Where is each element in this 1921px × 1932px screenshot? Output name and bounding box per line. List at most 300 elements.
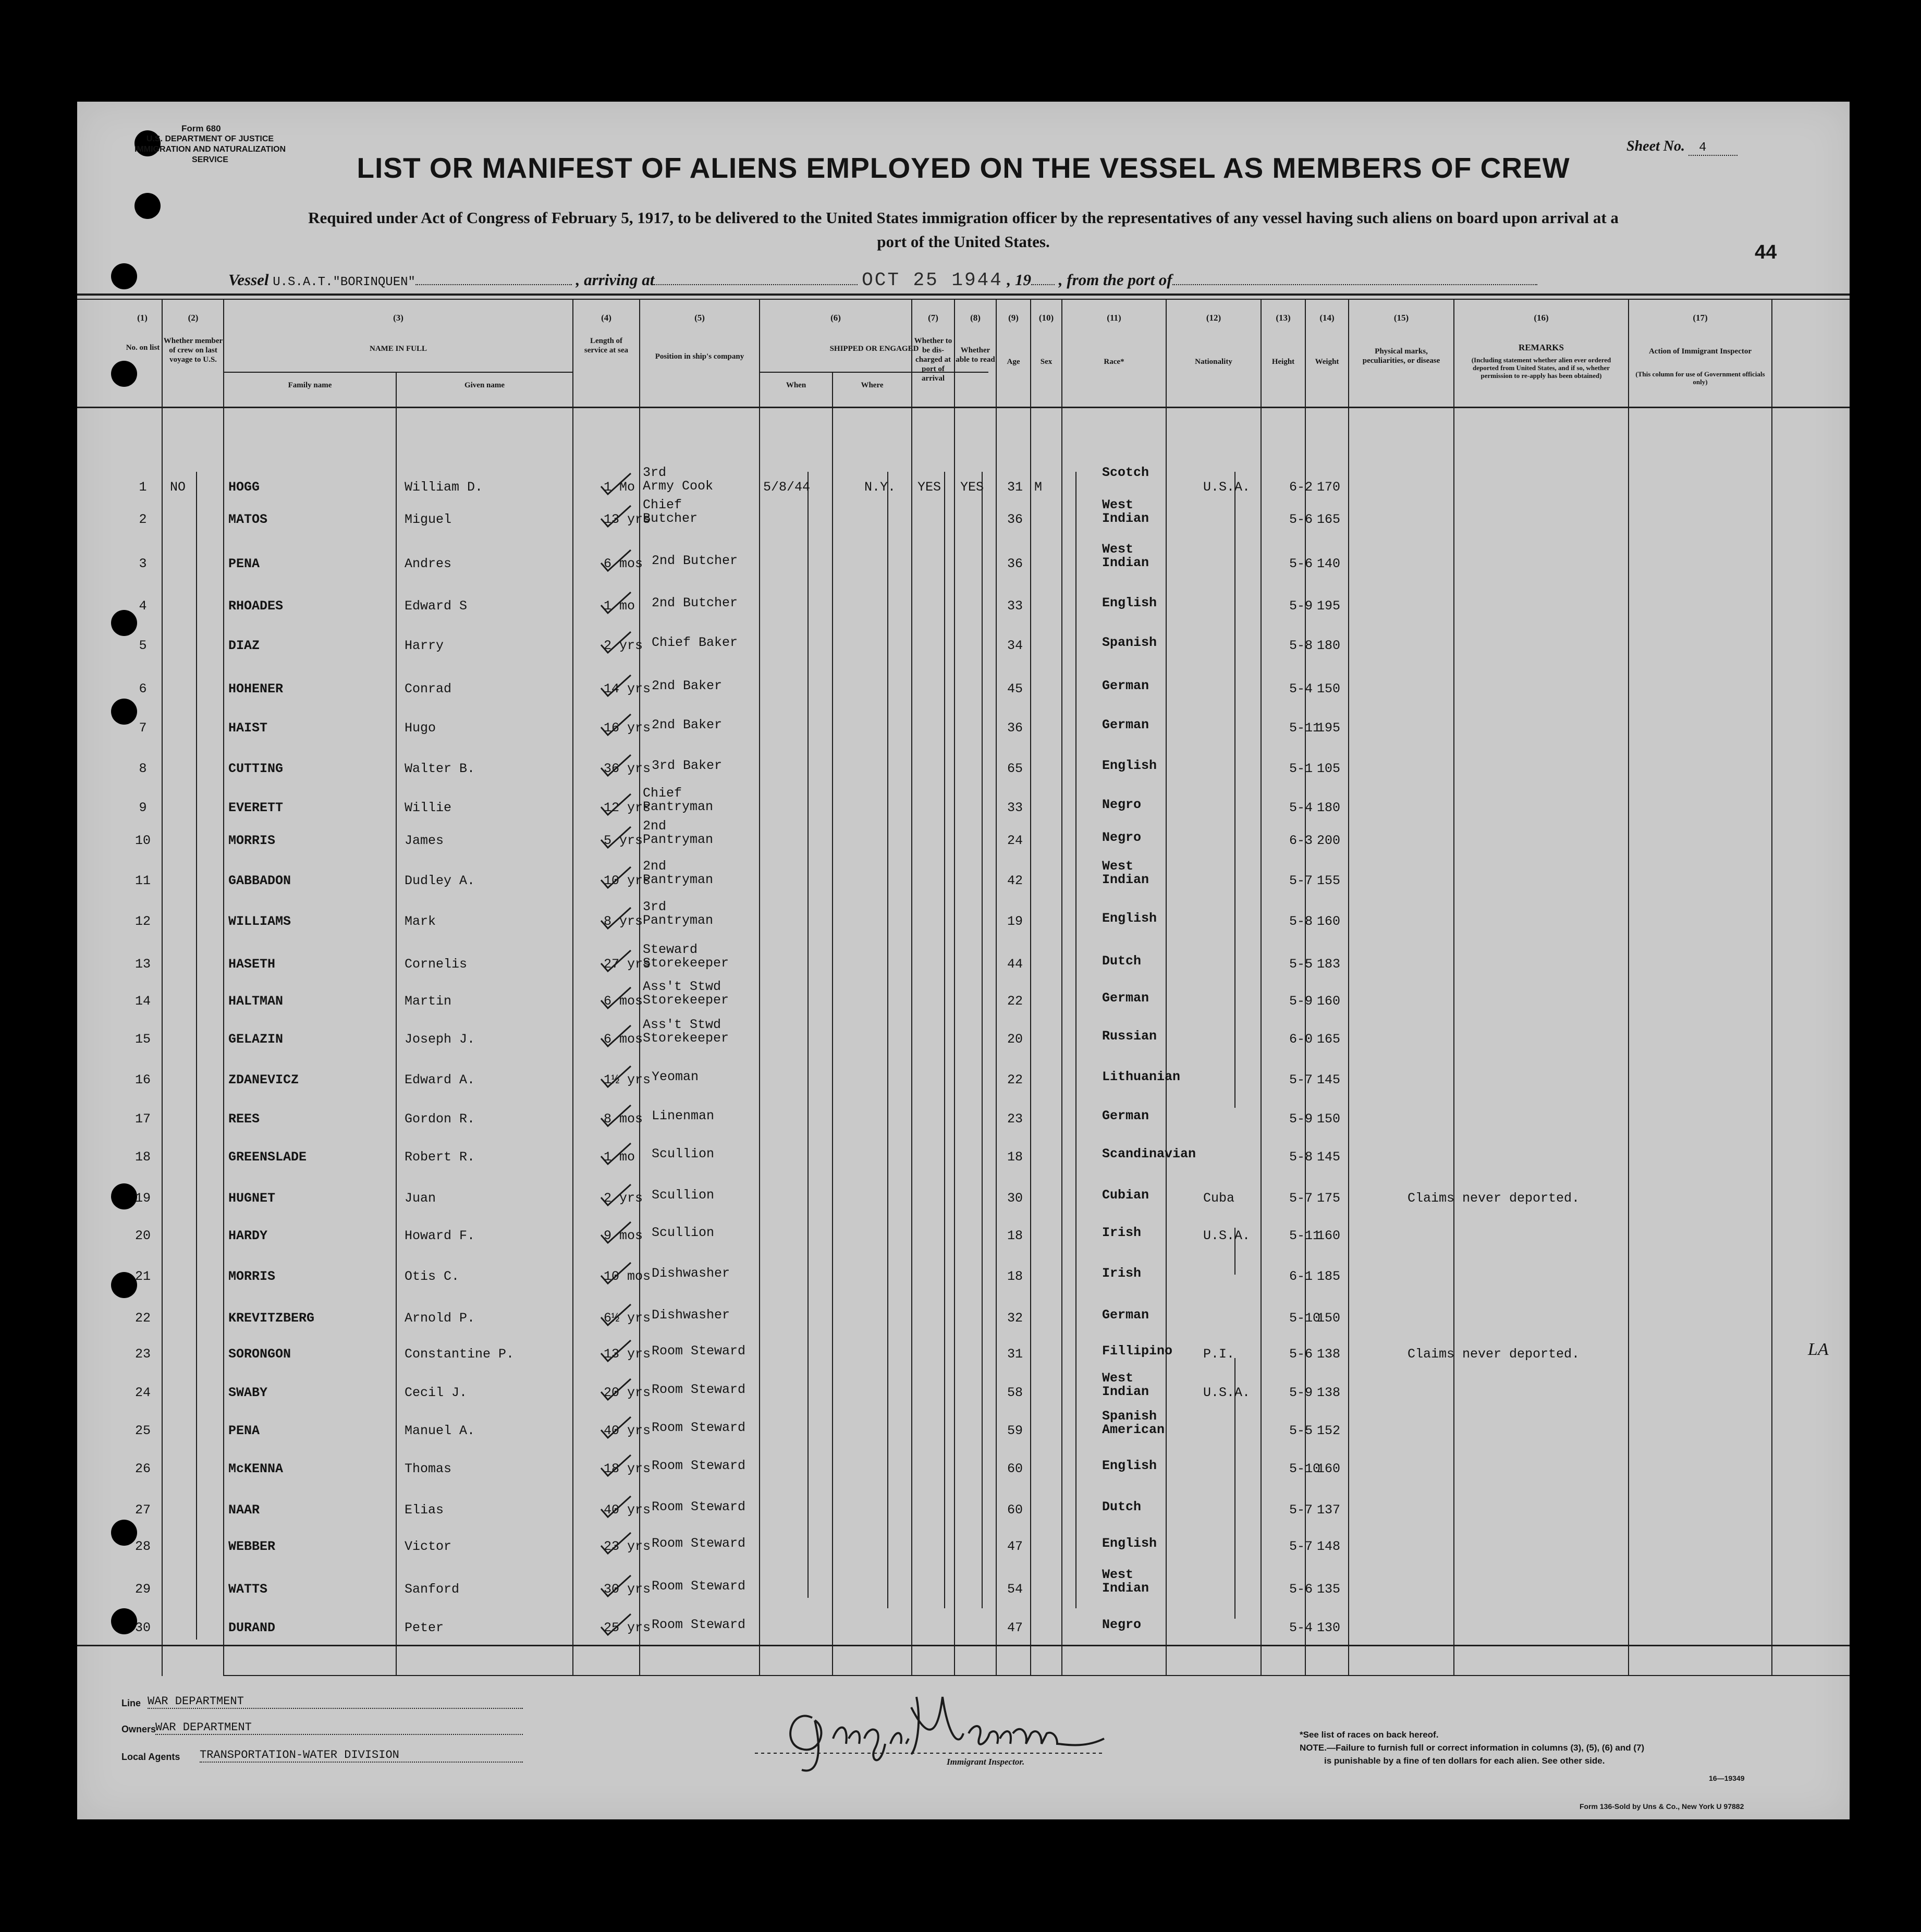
cell-height: 6-3: [1289, 833, 1313, 848]
cell-position-line2: 2nd Butcher: [652, 595, 738, 610]
cell-position-line2: Yeoman: [652, 1069, 699, 1084]
owners-label: Owners: [121, 1724, 156, 1734]
header-top-rule: [77, 294, 1850, 296]
department-name: U.S. DEPARTMENT OF JUSTICE: [146, 134, 274, 143]
checkmark-icon: [598, 1494, 635, 1520]
checkmark-icon: [598, 1302, 635, 1328]
cell-no: 29: [134, 1582, 151, 1597]
manifest-sheet: [77, 102, 1850, 1819]
cell-family: GABBADON: [228, 873, 291, 888]
cell-no: 7: [139, 720, 147, 736]
cell-position-line2: Room Steward: [652, 1343, 746, 1359]
cell-weight: 150: [1317, 1311, 1341, 1326]
cell-given: Joseph J.: [405, 1032, 475, 1047]
cell-family: REES: [228, 1111, 260, 1127]
cell-service: 10 yrs: [604, 873, 651, 888]
cell-given: Hugo: [405, 720, 436, 736]
col-header-position: Position in ship's company: [655, 352, 744, 361]
cell-position-line2: Pantryman: [643, 832, 714, 847]
cell-position-line2: Room Steward: [652, 1499, 746, 1514]
cell-age: 31: [1007, 1347, 1023, 1362]
cell-weight: 200: [1317, 833, 1341, 848]
cell-height: 5-1: [1289, 761, 1313, 776]
col-13-number: (13): [1276, 313, 1291, 323]
cell-service: 18 yrs: [604, 1461, 651, 1476]
cell-weight: 183: [1317, 957, 1341, 972]
col-12-number: (12): [1206, 313, 1221, 323]
col-1-number: (1): [137, 313, 148, 323]
cell-given: Andres: [405, 556, 452, 571]
cell-race-line2: Negro: [1102, 797, 1142, 812]
ditto-mark: [887, 472, 888, 1608]
cell-race-line2: German: [1102, 991, 1149, 1006]
cell-given: Edward A.: [405, 1072, 475, 1087]
checkmark-icon: [598, 547, 635, 573]
cell-weight: 145: [1317, 1072, 1341, 1087]
cell-height: 6-0: [1289, 1032, 1313, 1047]
cell-given: Robert R.: [405, 1150, 475, 1165]
col-5-number: (5): [694, 313, 705, 323]
col-header-name: NAME IN FULL: [369, 345, 427, 353]
vessel-label: Vessel: [228, 271, 269, 289]
cell-family: WILLIAMS: [228, 914, 291, 929]
cell-weight: 135: [1317, 1582, 1341, 1597]
cell-height: 5-8: [1289, 638, 1313, 653]
col-header-previous-voyage: Whether member of crew on last voyage to U.S.: [163, 337, 223, 364]
agents-value: TRANSPORTATION-WATER DIVISION: [200, 1748, 523, 1763]
cell-family: HOHENER: [228, 681, 284, 696]
checkmark-icon: [598, 629, 635, 655]
cell-race-line2: Indian: [1102, 1384, 1149, 1399]
cell-service: 5 yrs: [604, 833, 643, 848]
from-port-label: , from the port of: [1058, 271, 1172, 289]
cell-given: Juan: [405, 1191, 436, 1206]
cell-family: HASETH: [228, 957, 276, 972]
cell-no: 9: [139, 800, 147, 815]
cell-age: 45: [1007, 681, 1023, 696]
cell-service: 16 yrs: [604, 720, 651, 736]
cell-given: Gordon R.: [405, 1111, 475, 1127]
cell-position-line1: Ass't Stwd: [643, 1017, 721, 1032]
cell-no: 18: [134, 1150, 151, 1165]
cell-given: Conrad: [405, 681, 452, 696]
cell-position-line2: Room Steward: [652, 1536, 746, 1551]
cell-position-line1: 2nd: [643, 859, 667, 874]
cell-service: 2 yrs: [604, 1191, 643, 1206]
cell-height: 6-1: [1289, 1269, 1313, 1284]
cell-position-line1: Steward: [643, 942, 698, 957]
cell-race-line2: English: [1102, 911, 1157, 926]
cell-age: 32: [1007, 1311, 1023, 1326]
checkmark-icon: [598, 1573, 635, 1599]
page-subtitle: [119, 206, 1808, 254]
cell-read: YES: [960, 480, 984, 495]
cell-height: 5-7: [1289, 1191, 1313, 1206]
cell-weight: 105: [1317, 761, 1341, 776]
cell-given: Dudley A.: [405, 873, 475, 888]
col-11-number: (11): [1107, 313, 1121, 323]
cell-weight: 155: [1317, 873, 1341, 888]
cell-nat: U.S.A.: [1203, 1228, 1251, 1243]
cell-age: 47: [1007, 1539, 1023, 1554]
cell-weight: 195: [1317, 720, 1341, 736]
cell-nat: P.I.: [1203, 1347, 1235, 1362]
cell-race-line2: Irish: [1102, 1266, 1142, 1281]
name-divider: [223, 372, 572, 373]
line-label: Line: [121, 1698, 141, 1708]
checkmark-icon: [598, 1063, 635, 1090]
cell-height: 5-5: [1289, 1423, 1313, 1438]
cell-given: Martin: [405, 994, 452, 1009]
col-header-sex: Sex: [1040, 358, 1053, 366]
cell-family: NAAR: [228, 1502, 260, 1518]
punch-hole: [111, 610, 137, 636]
cell-height: 5-10: [1289, 1311, 1321, 1326]
cell-age: 60: [1007, 1502, 1023, 1518]
cell-height: 5-7: [1289, 873, 1313, 888]
col-header-nationality: Nationality: [1195, 358, 1232, 366]
checkmark-icon: [598, 1182, 635, 1208]
cell-race-line1: West: [1102, 497, 1134, 512]
col-16-number: (16): [1534, 313, 1549, 323]
cell-when: 5/8/44: [763, 480, 811, 495]
cell-height: 5-9: [1289, 1111, 1313, 1127]
cell-no: 14: [134, 994, 151, 1009]
cell-age: 31: [1007, 480, 1023, 495]
cell-race-line2: Russian: [1102, 1029, 1157, 1044]
cell-no: 10: [134, 833, 151, 848]
cell-age: 22: [1007, 1072, 1023, 1087]
col-header-given-name: Given name: [464, 381, 505, 389]
cell-service: 12 yrs: [604, 800, 651, 815]
col-header-action: Action of Immigrant Inspector: [1648, 347, 1752, 356]
cell-family: MORRIS: [228, 1269, 276, 1284]
cell-family: HUGNET: [228, 1191, 276, 1206]
cell-height: 5-7: [1289, 1072, 1313, 1087]
cell-race-line2: Dutch: [1102, 953, 1142, 969]
cell-age: 36: [1007, 512, 1023, 527]
cell-position-line2: Chief Baker: [652, 635, 738, 650]
checkmark-icon: [598, 824, 635, 850]
checkmark-icon: [598, 1452, 635, 1478]
date-stamp: OCT 25 1944: [862, 270, 1003, 291]
cell-race-line1: West: [1102, 1567, 1134, 1582]
cell-weight: 165: [1317, 1032, 1341, 1047]
col-8-number: (8): [970, 313, 981, 323]
cell-given: James: [405, 833, 444, 848]
cell-position-line2: Storekeeper: [643, 956, 729, 971]
cell-weight: 160: [1317, 1461, 1341, 1476]
cell-height: 5-6: [1289, 1347, 1313, 1362]
cell-service: 40 yrs: [604, 1502, 651, 1518]
cell-service: 10 mos: [604, 1269, 651, 1284]
cell-given: Howard F.: [405, 1228, 475, 1243]
cell-service: 8 yrs: [604, 914, 643, 929]
cell-where: N.Y.: [864, 480, 896, 495]
cell-sex: M: [1034, 480, 1043, 495]
header-top-rule-2: [77, 299, 1850, 300]
cell-weight: 152: [1317, 1423, 1341, 1438]
cell-height: 5-11: [1289, 1228, 1321, 1243]
col-2-number: (2): [188, 313, 199, 323]
cell-weight: 140: [1317, 556, 1341, 571]
cell-given: Harry: [405, 638, 444, 653]
cell-no: 25: [134, 1423, 151, 1438]
cell-weight: 180: [1317, 638, 1341, 653]
cell-weight: 195: [1317, 598, 1341, 614]
cell-family: MORRIS: [228, 833, 276, 848]
cell-given: Thomas: [405, 1461, 452, 1476]
cell-family: PENA: [228, 1423, 260, 1438]
col-17-number: (17): [1693, 313, 1708, 323]
races-note: *See list of races on back hereof.: [1300, 1730, 1439, 1740]
cell-family: HAIST: [228, 720, 268, 736]
checkmark-icon: [598, 791, 635, 817]
cell-height: 5-5: [1289, 957, 1313, 972]
cell-position-line2: Scullion: [652, 1188, 715, 1203]
checkmark-icon: [598, 864, 635, 890]
ditto-mark: [944, 472, 945, 1608]
cell-service: 30 yrs: [604, 1582, 651, 1597]
cell-service: 6 mos: [604, 994, 643, 1009]
cell-family: SORONGON: [228, 1347, 291, 1362]
cell-disch: YES: [917, 480, 941, 495]
cell-given: William D.: [405, 480, 483, 495]
cell-height: 5-4: [1289, 681, 1313, 696]
cell-no: 28: [134, 1539, 151, 1554]
col-10-number: (10): [1038, 313, 1054, 323]
checkmark-icon: [598, 905, 635, 931]
cell-family: GREENSLADE: [228, 1150, 307, 1165]
cell-age: 34: [1007, 638, 1023, 653]
cell-given: Mark: [405, 914, 436, 929]
cell-weight: 160: [1317, 1228, 1341, 1243]
vessel-line: [228, 270, 1537, 291]
cell-age: 36: [1007, 720, 1023, 736]
checkmark-icon: [598, 672, 635, 699]
cell-family: PENA: [228, 556, 260, 571]
cell-age: 58: [1007, 1385, 1023, 1400]
col-15-number: (15): [1393, 313, 1409, 323]
cell-race-line2: English: [1102, 758, 1157, 773]
cell-position-line2: Room Steward: [652, 1458, 746, 1473]
cell-no: 2: [139, 512, 147, 527]
cell-family: HOGG: [228, 480, 260, 495]
cell-race-line2: Indian: [1102, 872, 1149, 887]
cell-given: Arnold P.: [405, 1311, 475, 1326]
cell-weight: 138: [1317, 1385, 1341, 1400]
form-number: Form 680: [181, 124, 221, 133]
cell-height: 5-6: [1289, 556, 1313, 571]
col-header-where: Where: [861, 381, 884, 389]
punch-hole: [111, 263, 137, 289]
checkmark-icon: [598, 1260, 635, 1286]
checkmark-icon: [598, 1530, 635, 1556]
cell-height: 5-9: [1289, 1385, 1313, 1400]
sheet-number: 4: [1688, 141, 1738, 156]
cell-race-line2: Fillipino: [1102, 1343, 1173, 1359]
col-header-no: No. on list: [126, 344, 160, 352]
cell-height: 5-4: [1289, 800, 1313, 815]
col-header-action-note: (This column for use of Government officials only): [1635, 370, 1765, 386]
col-14-number: (14): [1319, 313, 1335, 323]
cell-race-line1: West: [1102, 859, 1134, 874]
cell-prev: NO: [170, 480, 186, 495]
cell-remarks: Claims never deported.: [1408, 1191, 1580, 1206]
cell-weight: 138: [1317, 1347, 1341, 1362]
subtitle-line-2: port of the United States.: [877, 233, 1050, 251]
cell-height: 5-8: [1289, 914, 1313, 929]
cell-no: 16: [134, 1072, 151, 1087]
cell-service: 14 yrs: [604, 681, 651, 696]
cell-no: 3: [139, 556, 147, 571]
cell-family: RHOADES: [228, 598, 284, 614]
penalty-note: NOTE.—Failure to furnish full or correct information in columns (3), (5), (6) and (7): [1300, 1743, 1645, 1753]
cell-weight: 160: [1317, 994, 1341, 1009]
page-title: LIST OR MANIFEST OF ALIENS EMPLOYED ON THE VESSEL AS MEMBERS OF CREW: [357, 152, 1570, 184]
punch-hole: [111, 361, 137, 387]
cell-given: Miguel: [405, 512, 452, 527]
col-7-number: (7): [928, 313, 938, 323]
cell-position-line2: Dishwasher: [652, 1307, 730, 1323]
cell-no: 26: [134, 1461, 151, 1476]
checkmark-icon: [598, 471, 635, 497]
cell-weight: 150: [1317, 1111, 1341, 1127]
cell-age: 23: [1007, 1111, 1023, 1127]
col-header-physical-marks: Physical marks, peculiarities, or disease: [1362, 347, 1440, 365]
cell-family: CUTTING: [228, 761, 284, 776]
col-header-race: Race*: [1104, 358, 1124, 366]
cell-position-line2: Dishwasher: [652, 1266, 730, 1281]
cell-no: 17: [134, 1111, 151, 1127]
cell-service: 9 mos: [604, 1228, 643, 1243]
cell-height: 6-2: [1289, 480, 1313, 495]
cell-given: Sanford: [405, 1582, 460, 1597]
col-6-number: (6): [830, 313, 841, 323]
cell-position-line1: Ass't Stwd: [643, 979, 721, 994]
cell-weight: 165: [1317, 512, 1341, 527]
checkmark-icon: [598, 1338, 635, 1364]
cell-given: Walter B.: [405, 761, 475, 776]
cell-family: WATTS: [228, 1582, 268, 1597]
cell-family: HARDY: [228, 1228, 268, 1243]
sheet-number-field: [1626, 138, 1738, 155]
ditto-mark: [1075, 472, 1076, 1608]
cell-weight: 160: [1317, 914, 1341, 929]
checkmark-icon: [598, 1219, 635, 1245]
cell-nat: U.S.A.: [1203, 1385, 1251, 1400]
ditto-mark: [1234, 472, 1235, 1108]
cell-position-line2: Scullion: [652, 1225, 715, 1240]
checkmark-icon: [598, 503, 635, 529]
cell-service: 6 mos: [604, 556, 643, 571]
cell-given: Manuel A.: [405, 1423, 475, 1438]
cell-position-line2: Butcher: [643, 511, 698, 526]
cell-position-line2: 2nd Butcher: [652, 553, 738, 568]
cell-race-line2: English: [1102, 595, 1157, 610]
col-header-read: Whether able to read: [956, 346, 995, 364]
cell-given: Peter: [405, 1620, 444, 1635]
checkmark-icon: [598, 948, 635, 974]
form-code: 16—19349: [1709, 1774, 1745, 1782]
cell-position-line2: Storekeeper: [643, 993, 729, 1008]
cell-age: 30: [1007, 1191, 1023, 1206]
printer-line: Form 136-Sold by Uns & Co., New York U 97882: [1580, 1802, 1744, 1811]
col-3-number: (3): [393, 313, 403, 323]
arriving-label: , arriving at: [576, 271, 655, 289]
service-name: IMMIGRATION AND NATURALIZATION SERVICE: [134, 145, 286, 164]
cell-weight: 180: [1317, 800, 1341, 815]
cell-weight: 145: [1317, 1150, 1341, 1165]
cell-position-line1: 3rd: [643, 465, 667, 480]
year-label: , 19: [1007, 271, 1032, 289]
cell-position-line2: Room Steward: [652, 1420, 746, 1435]
page-number: 44: [1755, 241, 1777, 263]
cell-no: 1: [139, 480, 147, 495]
cell-weight: 170: [1317, 480, 1341, 495]
cell-race-line1: Scotch: [1102, 465, 1149, 480]
subtitle-line-1: Required under Act of Congress of February 5, 1917, to be delivered to the United States immigration officer by the representatives of any vessel having such aliens on board upon arrival at a: [308, 209, 1619, 227]
cell-race-line2: Indian: [1102, 555, 1149, 570]
cell-nat: Cuba: [1203, 1191, 1235, 1206]
checkmark-icon: [598, 1414, 635, 1440]
cell-family: DIAZ: [228, 638, 260, 653]
cell-age: 33: [1007, 800, 1023, 815]
col-header-remarks: REMARKS: [1519, 343, 1564, 352]
cell-position-line1: Chief: [643, 786, 682, 801]
cell-height: 5-8: [1289, 1150, 1313, 1165]
cell-service: 20 yrs: [604, 1385, 651, 1400]
cell-family: EVERETT: [228, 800, 284, 815]
cell-service: 13 yrs: [604, 512, 651, 527]
cell-weight: 130: [1317, 1620, 1341, 1635]
table-bottom-rule: [77, 1645, 1850, 1646]
col-header-service: Length of service at sea: [584, 337, 629, 354]
cell-weight: 175: [1317, 1191, 1341, 1206]
cell-given: Willie: [405, 800, 452, 815]
cell-service: 2 yrs: [604, 638, 643, 653]
cell-given: Edward S: [405, 598, 468, 614]
cell-service: 1 mo: [604, 598, 635, 614]
cell-position-line2: Room Steward: [652, 1579, 746, 1594]
cell-race-line1: Spanish: [1102, 1409, 1157, 1424]
cell-position-line1: 2nd: [643, 818, 667, 834]
cell-action: LA: [1808, 1340, 1829, 1359]
cell-service: 8 mos: [604, 1111, 643, 1127]
cell-position-line2: Pantryman: [643, 913, 714, 928]
col-header-height: Height: [1271, 358, 1295, 366]
cell-age: 18: [1007, 1150, 1023, 1165]
cell-service: 1½ yrs: [604, 1072, 651, 1087]
cell-height: 5-9: [1289, 994, 1313, 1009]
cell-no: 8: [139, 761, 147, 776]
checkmark-icon: [598, 1141, 635, 1167]
cell-position-line2: Room Steward: [652, 1617, 746, 1632]
cell-position-line2: 2nd Baker: [652, 678, 723, 693]
cell-no: 30: [134, 1620, 151, 1635]
cell-position-line2: 2nd Baker: [652, 717, 723, 732]
cell-race-line2: Dutch: [1102, 1499, 1142, 1514]
cell-no: 21: [134, 1269, 151, 1284]
cell-race-line2: English: [1102, 1458, 1157, 1473]
cell-race-line2: German: [1102, 678, 1149, 693]
cell-height: 5-4: [1289, 1620, 1313, 1635]
checkmark-icon: [598, 1023, 635, 1049]
col-header-age: Age: [1007, 358, 1020, 366]
cell-no: 27: [134, 1502, 151, 1518]
cell-position-line2: Linenman: [652, 1108, 715, 1123]
cell-height: 5-7: [1289, 1502, 1313, 1518]
